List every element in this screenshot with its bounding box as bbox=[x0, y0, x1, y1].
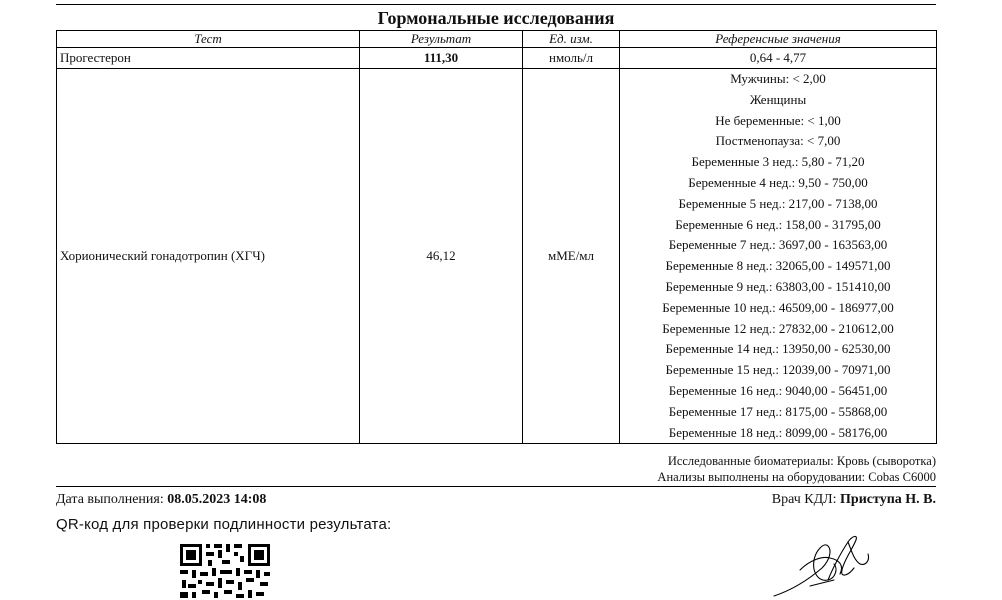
reference-line: Мужчины: < 2,00 bbox=[730, 71, 826, 86]
reference-line: Женщины bbox=[749, 91, 807, 107]
reference-line: Беременные 17 нед.: 8175,00 - 55868,00 bbox=[668, 403, 888, 419]
top-rule bbox=[56, 4, 936, 5]
column-header-result: Результат bbox=[360, 31, 523, 48]
reference-line: Беременные 9 нед.: 63803,00 - 151410,00 bbox=[665, 278, 891, 294]
doctor-label: Врач КДЛ: bbox=[771, 492, 837, 507]
reference-line: Не беременные: < 1,00 bbox=[715, 112, 841, 128]
reference-line: Постменопауза: < 7,00 bbox=[715, 133, 841, 149]
test-reference-list bbox=[620, 69, 937, 444]
column-header-test: Тест bbox=[57, 31, 360, 48]
qr-code[interactable] bbox=[178, 542, 272, 600]
date-label: Дата выполнения: bbox=[56, 492, 164, 507]
doctor-name: Приступа Н. В. bbox=[840, 492, 936, 507]
test-name: Хорионический гонадотропин (ХГЧ) bbox=[57, 69, 360, 444]
reference-line: Беременные 15 нед.: 12039,00 - 70971,00 bbox=[665, 362, 891, 378]
test-result: 46,12 bbox=[360, 69, 523, 444]
table-row-progesterone bbox=[57, 48, 937, 69]
signature bbox=[770, 530, 880, 600]
equipment-text: Анализы выполнены на оборудовании: Cobas C6000 bbox=[657, 470, 936, 484]
bottom-rule bbox=[56, 486, 936, 487]
doctor-info bbox=[772, 492, 936, 508]
report-title: Гормональные исследования bbox=[377, 8, 615, 28]
test-result: 111,30 bbox=[360, 48, 523, 69]
column-header-reference: Референсные значения bbox=[620, 31, 937, 48]
date-value: 08.05.2023 14:08 bbox=[167, 492, 267, 507]
biomaterial-info bbox=[657, 453, 936, 485]
column-header-unit: Ед. изм. bbox=[523, 31, 620, 48]
biomaterial-text: Исследованные биоматериалы: Кровь (сыворотка) bbox=[667, 454, 936, 468]
reference-line: Беременные 3 нед.: 5,80 - 71,20 bbox=[691, 154, 865, 170]
test-unit: нмоль/л bbox=[523, 48, 620, 69]
reference-line: Беременные 7 нед.: 3697,00 - 163563,00 bbox=[668, 237, 888, 253]
reference-line: Беременные 12 нед.: 27832,00 - 210612,00 bbox=[662, 320, 894, 336]
completion-date bbox=[56, 492, 266, 508]
table-row-hcg bbox=[57, 69, 937, 444]
reference-line: Беременные 4 нед.: 9,50 - 750,00 bbox=[688, 174, 868, 190]
reference-line: Беременные 14 нед.: 13950,00 - 62530,00 bbox=[665, 341, 891, 357]
reference-line: Беременные 8 нед.: 32065,00 - 149571,00 bbox=[665, 258, 891, 274]
table-header-row bbox=[57, 31, 937, 48]
test-name: Прогестерон bbox=[57, 48, 360, 69]
reference-line: Беременные 18 нед.: 8099,00 - 58176,00 bbox=[668, 424, 888, 440]
reference-line: Беременные 16 нед.: 9040,00 - 56451,00 bbox=[668, 382, 888, 398]
qr-caption: QR-код для проверки подлинности результата: bbox=[56, 516, 392, 533]
test-unit: мМЕ/мл bbox=[523, 69, 620, 444]
reference-line: Беременные 5 нед.: 217,00 - 7138,00 bbox=[678, 195, 878, 211]
results-table bbox=[56, 30, 937, 444]
test-reference: 0,64 - 4,77 bbox=[620, 48, 937, 69]
reference-line: Беременные 6 нед.: 158,00 - 31795,00 bbox=[675, 216, 881, 232]
reference-line: Беременные 10 нед.: 46509,00 - 186977,00 bbox=[662, 299, 894, 315]
